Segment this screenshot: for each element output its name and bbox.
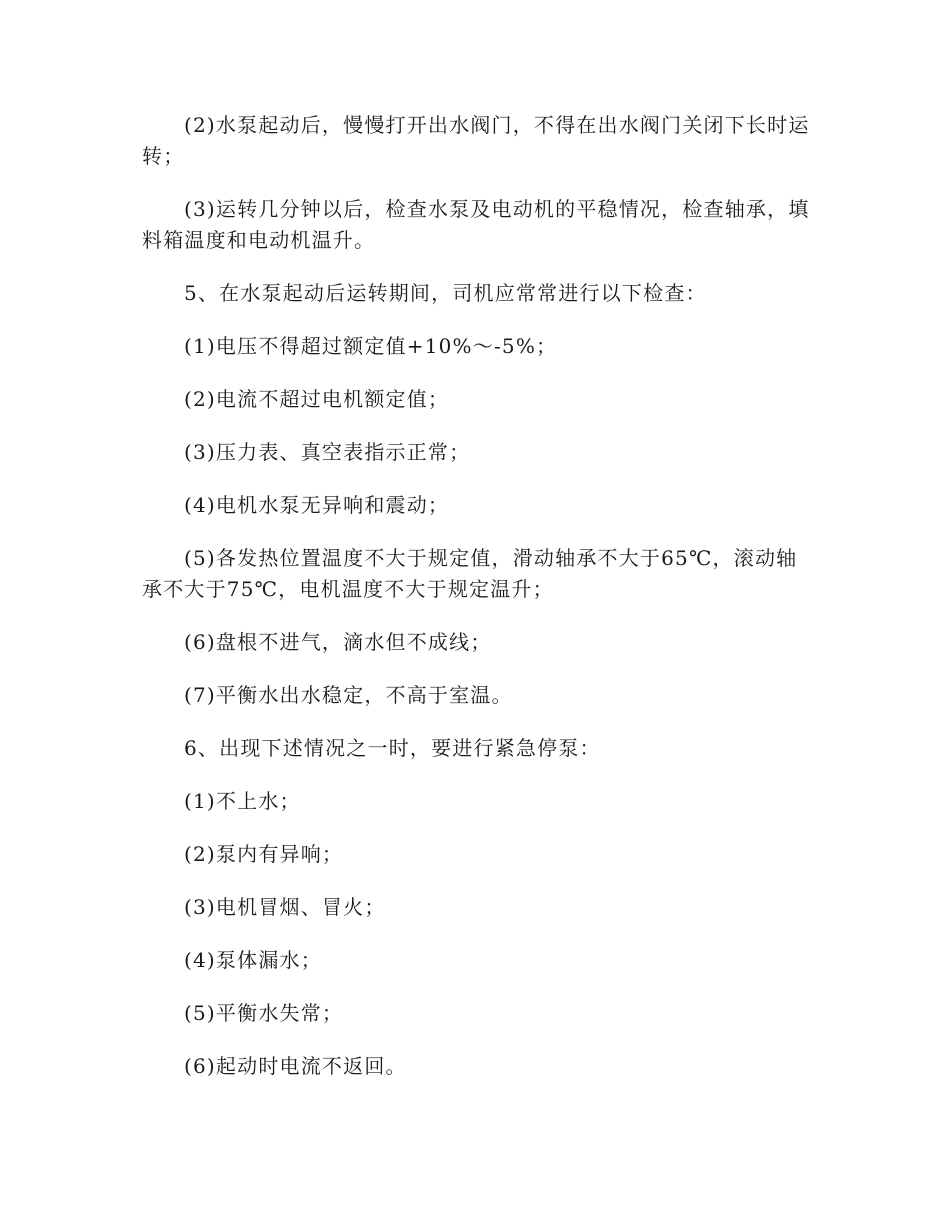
list-item-motor-smoke: (3)电机冒烟、冒火； <box>184 895 386 919</box>
list-item-pump-leak: (4)泵体漏水； <box>184 948 322 972</box>
paragraph-start-pump-open-valve: (2)水泵起动后，慢慢打开出水阀门，不得在出水阀门关闭下长时运转； <box>142 113 810 168</box>
list-item-gauges: (3)压力表、真空表指示正常； <box>184 440 471 464</box>
list-item-voltage: (1)电压不得超过额定值+10%～-5%； <box>184 334 558 358</box>
section-heading-running-checks: 5、在水泵起动后运转期间，司机应常常进行以下检查： <box>184 281 707 305</box>
document-body <box>142 110 812 1104</box>
list-item-balance-water: (7)平衡水出水稳定，不高于室温。 <box>184 683 513 707</box>
list-item-noise-vibration: (4)电机水泵无异响和震动； <box>184 493 450 517</box>
list-item-no-water: (1)不上水； <box>184 789 301 813</box>
section-heading-emergency-stop: 6、出现下述情况之一时，要进行紧急停泵： <box>184 736 601 760</box>
list-item-temperature: (5)各发热位置温度不大于规定值，滑动轴承不大于65℃，滚动轴承不大于75℃，电机温度不大于规定温升； <box>142 546 798 601</box>
list-item-current: (2)电流不超过电机额定值； <box>184 387 450 411</box>
list-item-balance-abnormal: (5)平衡水失常； <box>184 1001 344 1025</box>
list-item-current-not-return: (6)起动时电流不返回。 <box>184 1054 407 1078</box>
paragraph-check-after-minutes: (3)运转几分钟以后，检查水泵及电动机的平稳情况，检查轴承，填料箱温度和电动机温升。 <box>142 197 810 252</box>
list-item-pump-noise: (2)泵内有异响； <box>184 842 344 866</box>
list-item-packing: (6)盘根不进气，滴水但不成线； <box>184 630 492 654</box>
